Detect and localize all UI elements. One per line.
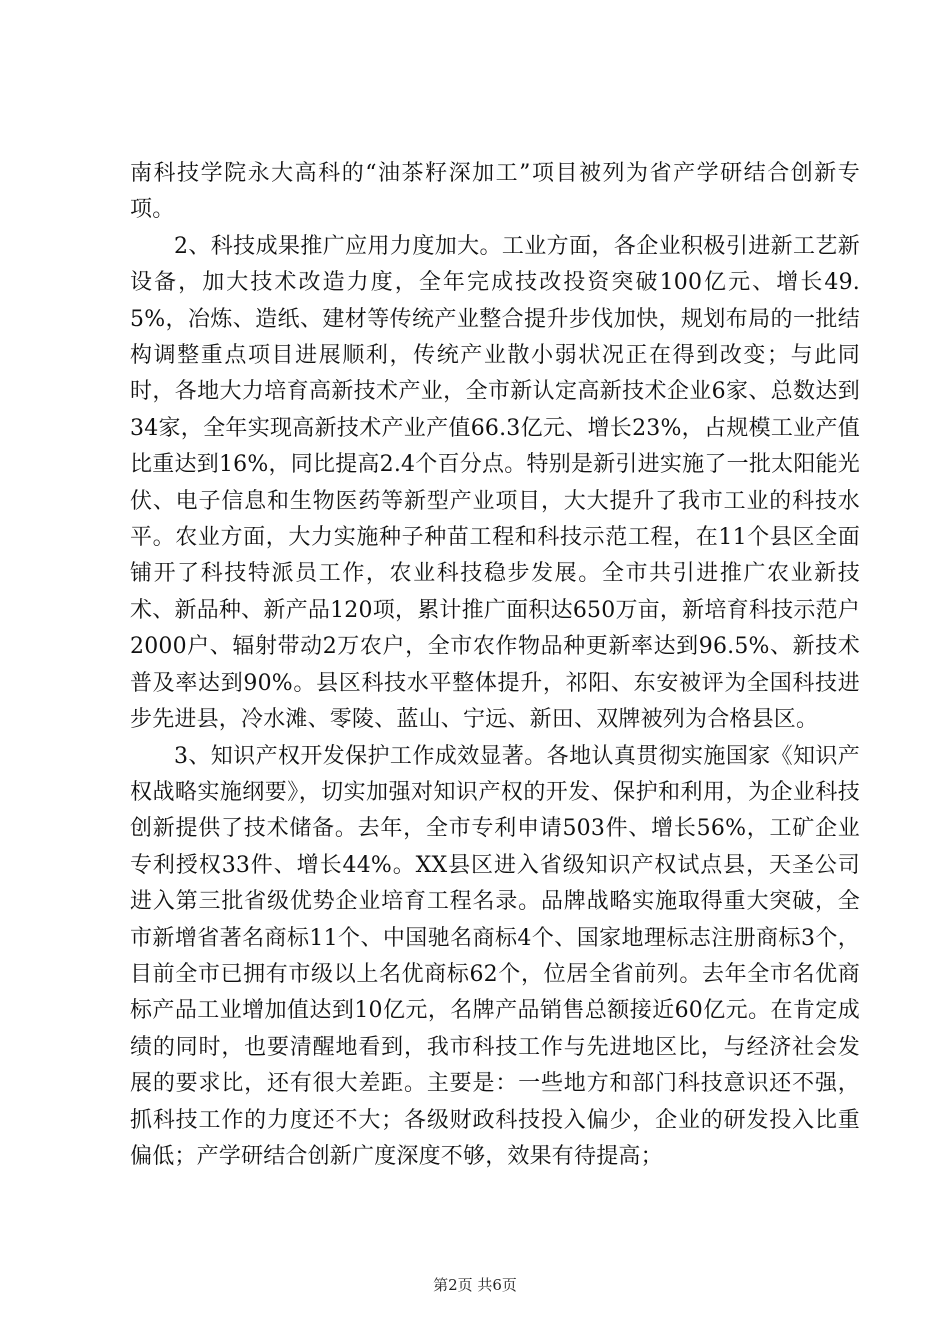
page-number-footer: 第2页 共6页 xyxy=(433,1276,517,1294)
document-body xyxy=(130,156,860,1175)
paragraph-tech-promotion: 2、科技成果推广应用力度加大。工业方面，各企业积极引进新工艺新设备，加大技术改造力度，全年完成技改投资突破100亿元、增长49.5%，冶炼、造纸、建材等传统产业整合提升步伐加快，规划布局的一批结构调整重点项目进展顺利，传统产业散小弱状况正在得到改变；与此同时，各地大力培育高新技术产业，全市新认定高新技术企业6家、总数达到34家，全年实现高新技术产业产值66.3亿元、增长23%，占规模工业产值比重达到16%，同比提高2.4个百分点。特别是新引进实施了一批太阳能光伏、电子信息和生物医药等新型产业项目，大大提升了我市工业的科技水平。农业方面，大力实施种子种苗工程和科技示范工程，在11个县区全面铺开了科技特派员工作，农业科技稳步发展。全市共引进推广农业新技术、新品种、新产品120项，累计推广面积达650万亩，新培育科技示范户2000户、辐射带动2万农户，全市农作物品种更新率达到96.5%、新技术普及率达到90%。县区科技水平整体提升，祁阳、东安被评为全国科技进步先进县，冷水滩、零陵、蓝山、宁远、新田、双牌被列为合格县区。 xyxy=(130,233,860,733)
paragraph-continuation: 南科技学院永大高科的“油茶籽深加工”项目被列为省产学研结合创新专项。 xyxy=(130,161,860,223)
paragraph-intellectual-property: 3、知识产权开发保护工作成效显著。各地认真贯彻实施国家《知识产权战略实施纲要》，切实加强对知识产权的开发、保护和利用，为企业科技创新提供了技术储备。去年，全市专利申请503件、增长56%，工矿企业专利授权33件、增长44%。XX县区进入省级知识产权试点县，天圣公司进入第三批省级优势企业培育工程名录。品牌战略实施取得重大突破，全市新增省著名商标11个、中国驰名商标4个、国家地理标志注册商标3个，目前全市已拥有市级以上名优商标62个，位居全省前列。去年全市名优商标产品工业增加值达到10亿元，名牌产品销售总额接近60亿元。在肯定成绩的同时，也要清醒地看到，我市科技工作与先进地区比，与经济社会发展的要求比，还有很大差距。主要是：一些地方和部门科技意识还不强，抓科技工作的力度还不大；各级财政科技投入偏少，企业的研发投入比重偏低；产学研结合创新广度深度不够，效果有待提高； xyxy=(130,743,860,1169)
